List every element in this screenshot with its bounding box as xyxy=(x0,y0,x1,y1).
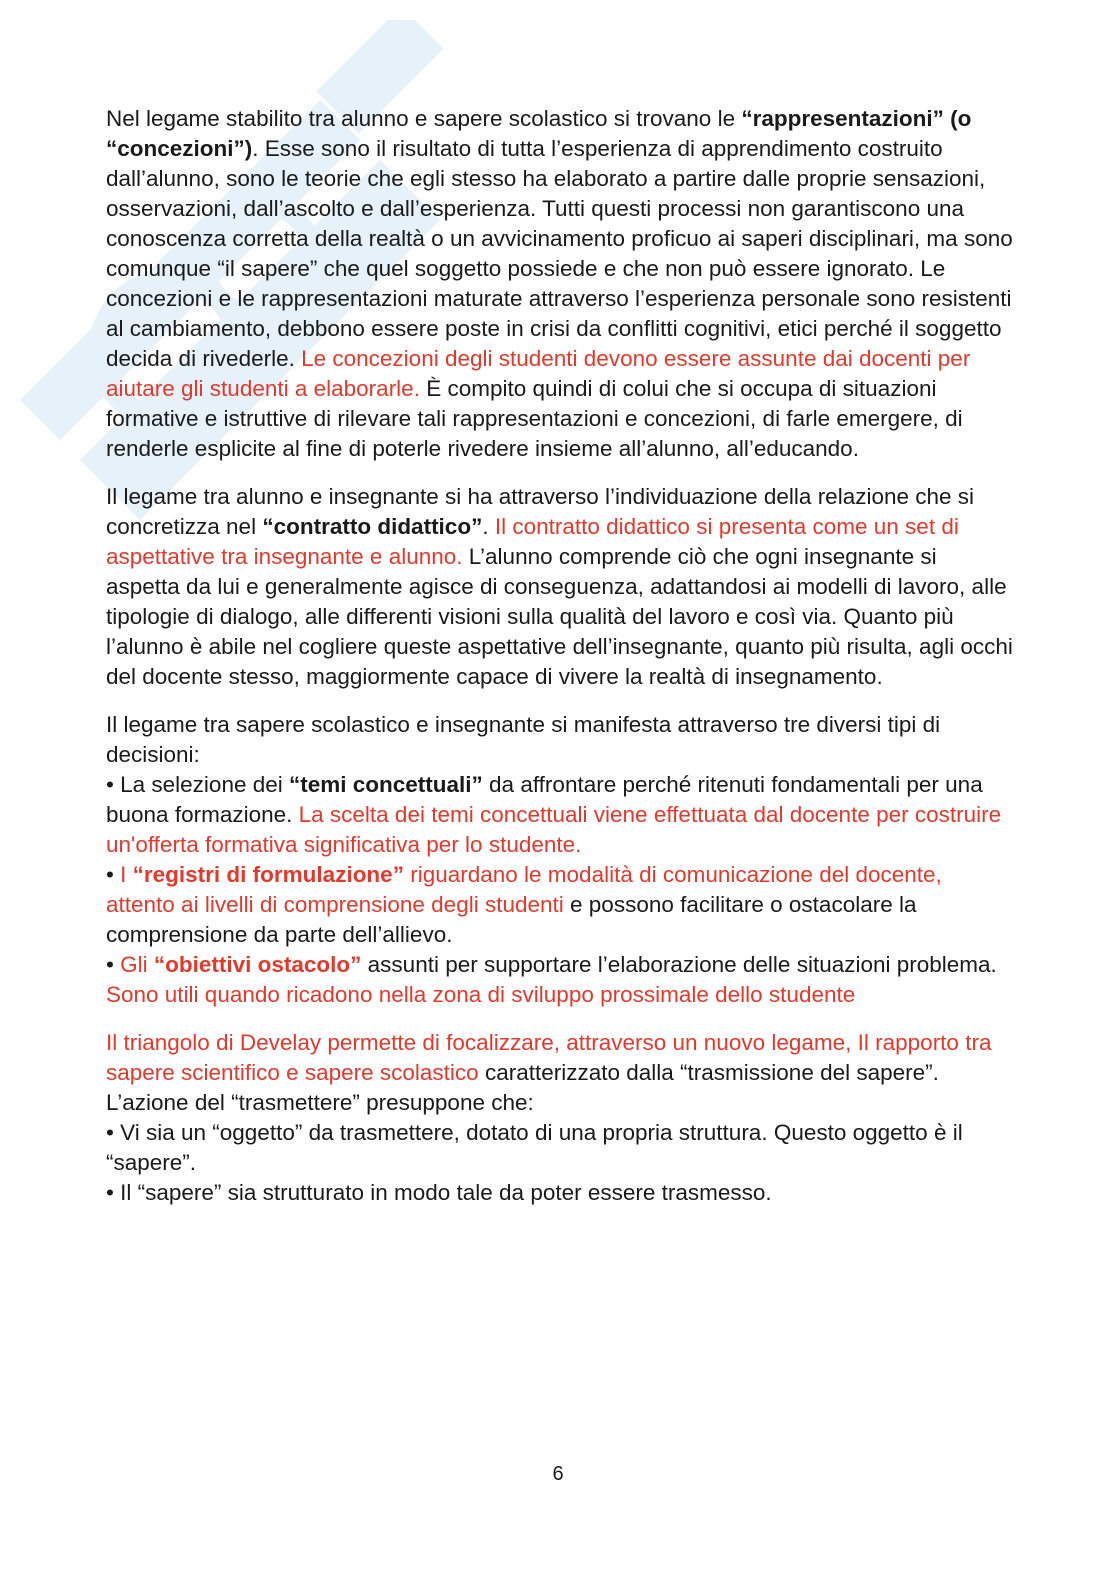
bullet-temi-concettuali xyxy=(106,772,1001,857)
bold-term-obiettivi: “obiettivi ostacolo” xyxy=(153,952,362,977)
page-content xyxy=(106,104,1016,1208)
highlight-red-text: I xyxy=(120,862,133,887)
text-run: È compito quindi di colui che si occupa di situazioni formative e istruttive di rilevare tali rappresentazioni e concezioni, di farle emergere, di renderle esplicite al fine di poterle rivedere insieme all’alunno, all’educando. xyxy=(106,376,963,461)
highlight-red-text: Il contratto didattico si presenta come un set di aspettative tra insegnante e alunno. xyxy=(106,514,959,569)
text-run: • xyxy=(106,862,121,887)
bold-term-temi: “temi concettuali” xyxy=(289,772,483,797)
text-run: Il legame tra sapere scolastico e insegnante si manifesta attraverso tre diversi tipi di decisioni: xyxy=(106,712,941,767)
highlight-red-text: riguardano le modalità di comunicazione del docente, attento ai livelli di comprensione degli studenti xyxy=(106,862,942,917)
paragraph-triangolo-develay xyxy=(106,1028,1016,1208)
text-run: Nel legame stabilito tra alunno e sapere scolastico si trovano le xyxy=(106,106,742,131)
text-run: assunti per supportare l’elaborazione delle situazioni problema. xyxy=(361,952,997,977)
text-run: • La selezione dei xyxy=(106,772,289,797)
text-run: . xyxy=(482,514,495,539)
bullet-obiettivi xyxy=(106,952,997,1007)
paragraph-contratto-didattico xyxy=(106,482,1016,692)
paragraph-rappresentazioni xyxy=(106,104,1016,464)
bold-term-rappresentazioni: “rappresentazioni” (o “concezioni”) xyxy=(106,106,972,161)
text-run: Il legame tra alunno e insegnante si ha attraverso l’individuazione della relazione che si concretizza nel xyxy=(106,484,975,539)
bold-term-contratto: “contratto didattico” xyxy=(262,514,483,539)
bullet-oggetto: • Vi sia un “oggetto” da trasmettere, dotato di una propria struttura. Questo oggetto è il “sapere”. xyxy=(106,1120,963,1175)
highlight-red-text: Il triangolo di Develay permette di focalizzare, attraverso un nuovo legame, Il rapporto tra sapere scientifico e sapere scolastico xyxy=(106,1030,992,1085)
bold-term-registri: “registri di formulazione” xyxy=(132,862,404,887)
text-run: L’alunno comprende ciò che ogni insegnante si aspetta da lui e generalmente agisce di conseguenza, adattandosi ai modelli di lavoro, alle tipologie di dialogo, alle differenti visioni sulla qualità del lavoro e così via. Quanto più l’alunno è abile nel cogliere queste aspettative dell’insegnante, quanto più risulta, agli occhi del docente stesso, maggiormente capace di vivere la realtà di insegnamento. xyxy=(106,544,1013,689)
text-run: • xyxy=(106,952,121,977)
bullet-registri xyxy=(106,862,942,947)
highlight-red-text: Gli xyxy=(120,952,154,977)
bullet-sapere-strutturato: • Il “sapere” sia strutturato in modo tale da poter essere trasmesso. xyxy=(106,1180,772,1205)
text-run: e possono facilitare o ostacolare la comprensione da parte dell’allievo. xyxy=(106,892,917,947)
highlight-red-text: La scelta dei temi concettuali viene effettuata dal docente per costruire un'offerta formativa significativa per lo studente. xyxy=(106,802,1002,857)
highlight-red-text: Le concezioni degli studenti devono essere assunte dai docenti per aiutare gli studenti a elaborarle. xyxy=(106,346,971,401)
text-run: . Esse sono il risultato di tutta l’esperienza di apprendimento costruito dall’alunno, sono le teorie che egli stesso ha elaborato a partire dalle proprie sensazioni, osservazioni, dall’ascolto e dall’esperienza. Tutti questi processi non garantiscono una conoscenza corretta della realtà o un avvicinamento proficuo ai saperi disciplinari, ma sono comunque “il sapere” che quel soggetto possiede e che non può essere ignorato. Le concezioni e le rappresentazioni maturate attraverso l’esperienza personale sono resistenti al cambiamento, debbono essere poste in crisi da conflitti cognitivi, etici perché il soggetto decida di rivederle. xyxy=(106,136,1013,371)
highlight-red-text: Sono utili quando ricadono nella zona di sviluppo prossimale dello studente xyxy=(106,982,856,1007)
paragraph-decisioni xyxy=(106,710,1016,1010)
text-run: caratterizzato dalla “trasmissione del sapere”. L’azione del “trasmettere” presuppone che: xyxy=(106,1060,939,1115)
page-number: 6 xyxy=(552,1463,564,1485)
text-run: da affrontare perché ritenuti fondamentali per una buona formazione. xyxy=(106,772,983,827)
